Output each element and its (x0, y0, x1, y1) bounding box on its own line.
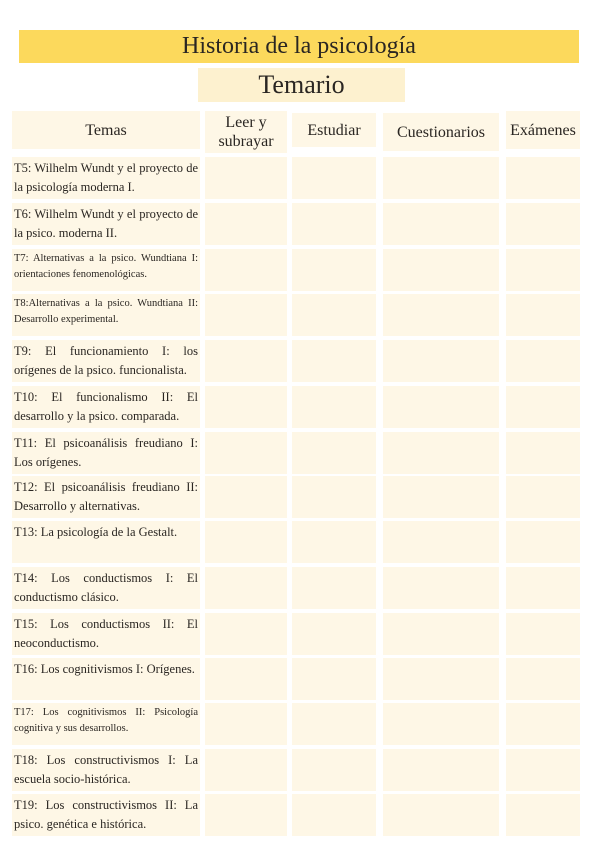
leer-subrayar-cell[interactable] (205, 294, 287, 336)
examenes-cell[interactable] (506, 794, 580, 836)
header-temas (12, 111, 200, 149)
document-title: Historia de la psicología (19, 30, 579, 63)
column-header-label: Temas (85, 121, 127, 139)
leer-subrayar-cell[interactable] (205, 340, 287, 382)
cuestionarios-cell[interactable] (383, 249, 499, 291)
topic-cell (12, 203, 200, 245)
estudiar-cell[interactable] (292, 294, 376, 336)
topic-cell (12, 567, 200, 609)
topic-cell (12, 432, 200, 474)
header-leer-subrayar (205, 111, 287, 153)
topic-label: T5: Wilhelm Wundt y el proyecto de la psicología moderna I. (14, 161, 198, 194)
cuestionarios-cell[interactable] (383, 703, 499, 745)
estudiar-cell[interactable] (292, 658, 376, 700)
examenes-cell[interactable] (506, 613, 580, 655)
topic-label: T6: Wilhelm Wundt y el proyecto de la psico. moderna II. (14, 207, 198, 240)
topic-label: T11: El psicoanálisis freudiano I: Los orígenes. (14, 436, 198, 469)
topic-cell (12, 749, 200, 791)
topic-cell (12, 658, 200, 700)
estudiar-cell[interactable] (292, 157, 376, 199)
estudiar-cell[interactable] (292, 476, 376, 518)
cuestionarios-cell[interactable] (383, 203, 499, 245)
topic-cell (12, 613, 200, 655)
leer-subrayar-cell[interactable] (205, 157, 287, 199)
cuestionarios-cell[interactable] (383, 521, 499, 563)
column-header-label: Exámenes (510, 121, 576, 139)
topic-label: T10: El funcionalismo II: El desarrollo y la psico. comparada. (14, 390, 198, 423)
column-header-label: Leer y subrayar (218, 114, 274, 150)
column-header-label: Cuestionarios (397, 123, 485, 141)
leer-subrayar-cell[interactable] (205, 613, 287, 655)
cuestionarios-cell[interactable] (383, 432, 499, 474)
topic-cell (12, 294, 200, 336)
estudiar-cell[interactable] (292, 749, 376, 791)
estudiar-cell[interactable] (292, 432, 376, 474)
header-examenes (506, 111, 580, 149)
leer-subrayar-cell[interactable] (205, 749, 287, 791)
examenes-cell[interactable] (506, 703, 580, 745)
examenes-cell[interactable] (506, 476, 580, 518)
leer-subrayar-cell[interactable] (205, 386, 287, 428)
topic-label: T13: La psicología de la Gestalt. (14, 525, 178, 539)
document-subtitle: Temario (198, 68, 405, 102)
topic-label: T14: Los conductismos I: El conductismo clásico. (14, 571, 198, 604)
leer-subrayar-cell[interactable] (205, 476, 287, 518)
leer-subrayar-cell[interactable] (205, 703, 287, 745)
cuestionarios-cell[interactable] (383, 157, 499, 199)
examenes-cell[interactable] (506, 203, 580, 245)
topic-label: T9: El funcionamiento I: los orígenes de la psico. funcionalista. (14, 344, 198, 377)
topic-label: T18: Los constructivismos I: La escuela socio-histórica. (14, 753, 198, 786)
topic-label: T16: Los cognitivismos I: Orígenes. (14, 662, 195, 676)
leer-subrayar-cell[interactable] (205, 432, 287, 474)
cuestionarios-cell[interactable] (383, 340, 499, 382)
examenes-cell[interactable] (506, 432, 580, 474)
topic-cell (12, 340, 200, 382)
examenes-cell[interactable] (506, 521, 580, 563)
header-cuestionarios (383, 113, 499, 151)
cuestionarios-cell[interactable] (383, 613, 499, 655)
examenes-cell[interactable] (506, 567, 580, 609)
leer-subrayar-cell[interactable] (205, 521, 287, 563)
topic-cell (12, 476, 200, 518)
estudiar-cell[interactable] (292, 703, 376, 745)
estudiar-cell[interactable] (292, 567, 376, 609)
topic-cell (12, 794, 200, 836)
header-estudiar (292, 113, 376, 147)
examenes-cell[interactable] (506, 294, 580, 336)
examenes-cell[interactable] (506, 386, 580, 428)
cuestionarios-cell[interactable] (383, 749, 499, 791)
leer-subrayar-cell[interactable] (205, 794, 287, 836)
topic-label: T19: Los constructivismos II: La psico. genética e histórica. (14, 798, 198, 831)
column-header-label: Estudiar (307, 121, 361, 139)
cuestionarios-cell[interactable] (383, 476, 499, 518)
leer-subrayar-cell[interactable] (205, 203, 287, 245)
cuestionarios-cell[interactable] (383, 794, 499, 836)
topic-label: T7: Alternativas a la psico. Wundtiana I: orientaciones fenomenológicas. (14, 253, 198, 280)
estudiar-cell[interactable] (292, 340, 376, 382)
leer-subrayar-cell[interactable] (205, 658, 287, 700)
estudiar-cell[interactable] (292, 386, 376, 428)
estudiar-cell[interactable] (292, 794, 376, 836)
topic-label: T12: El psicoanálisis freudiano II: Desarrollo y alternativas. (14, 480, 198, 513)
examenes-cell[interactable] (506, 749, 580, 791)
topic-cell (12, 521, 200, 563)
cuestionarios-cell[interactable] (383, 567, 499, 609)
leer-subrayar-cell[interactable] (205, 249, 287, 291)
leer-subrayar-cell[interactable] (205, 567, 287, 609)
topic-label: T15: Los conductismos II: El neoconductismo. (14, 617, 198, 650)
cuestionarios-cell[interactable] (383, 658, 499, 700)
topic-cell (12, 249, 200, 291)
topic-cell (12, 386, 200, 428)
topic-cell (12, 703, 200, 745)
cuestionarios-cell[interactable] (383, 386, 499, 428)
cuestionarios-cell[interactable] (383, 294, 499, 336)
estudiar-cell[interactable] (292, 203, 376, 245)
examenes-cell[interactable] (506, 157, 580, 199)
estudiar-cell[interactable] (292, 613, 376, 655)
examenes-cell[interactable] (506, 249, 580, 291)
examenes-cell[interactable] (506, 340, 580, 382)
topic-cell (12, 157, 200, 199)
examenes-cell[interactable] (506, 658, 580, 700)
topic-label: T17: Los cognitivismos II: Psicología cognitiva y sus desarrollos. (14, 707, 198, 734)
estudiar-cell[interactable] (292, 249, 376, 291)
estudiar-cell[interactable] (292, 521, 376, 563)
topic-label: T8:Alternativas a la psico. Wundtiana II: Desarrollo experimental. (14, 298, 198, 325)
